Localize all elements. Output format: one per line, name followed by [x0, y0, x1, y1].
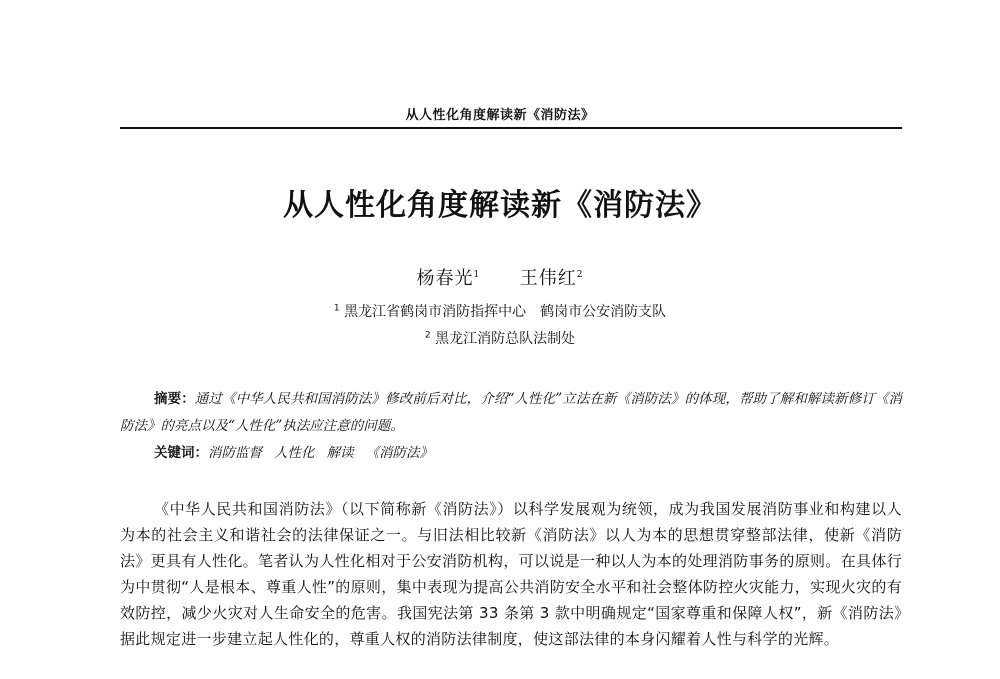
- affiliation-mark: 2: [424, 330, 431, 341]
- affiliation-mark: 1: [333, 303, 340, 314]
- affiliation-part: 鹤岗市公安消防支队: [540, 304, 667, 320]
- author-mark: 1: [473, 270, 481, 280]
- keywords: [154, 440, 894, 467]
- abstract-text: 通过《中华人民共和国消防法》修改前后对比，介绍“人性化”立法在新《消防法》的体现，帮助了解和解读新修订《消防法》的亮点以及“人性化”执法应注意的问题。: [120, 391, 903, 434]
- paper-title: 从人性化角度解读新《消防法》: [283, 188, 717, 223]
- author-mark: 2: [576, 270, 584, 280]
- keyword: 人性化: [274, 445, 315, 461]
- running-head: 从人性化角度解读新《消防法》: [405, 108, 595, 123]
- affiliation-part: 黑龙江消防总队法制处: [435, 331, 576, 347]
- keywords-label: 关键词：: [154, 445, 208, 461]
- affiliation-part: 黑龙江省鹤岗市消防指挥中心: [344, 304, 527, 320]
- author-name: 王伟红: [519, 268, 577, 289]
- author-name: 杨春光: [416, 268, 474, 289]
- header-rule: [120, 127, 902, 129]
- affiliation-2: [0, 328, 1000, 348]
- abstract: [120, 386, 902, 440]
- keyword: 解读: [326, 445, 354, 461]
- keyword: 《消防法》: [365, 445, 433, 461]
- keyword: 消防监督: [208, 445, 262, 461]
- affiliation-1: [0, 301, 1000, 321]
- body-paragraph: 《中华人民共和国消防法》（以下简称新《消防法》）以科学发展观为统领，成为我国发展消防事业和构建以人为本的社会主义和谐社会的法律保证之一。与旧法相比较新《消防法》以人为本的思想贯穿整部法律，使新《消防法》更具有人性化。笔者认为人性化相对于公安消防机构，可以说是一种以人为本的处理消防事务的原则。在具体行为中贯彻“人是根本、尊重人性”的原则，集中表现为提高公共消防安全水平和社会整体防控火灾能力，实现火灾的有效防控，减少火灾对人生命安全的危害。我国宪法第 33 条第 3 款中明确规定“国家尊重和保障人权”，新《消防法》据此规定进一步建立起人性化的，尊重人权的消防法律制度，使这部法律的本身闪耀着人性与科学的光辉。: [120, 500, 902, 648]
- abstract-label: 摘要：: [154, 391, 195, 407]
- author-line: [0, 264, 1000, 290]
